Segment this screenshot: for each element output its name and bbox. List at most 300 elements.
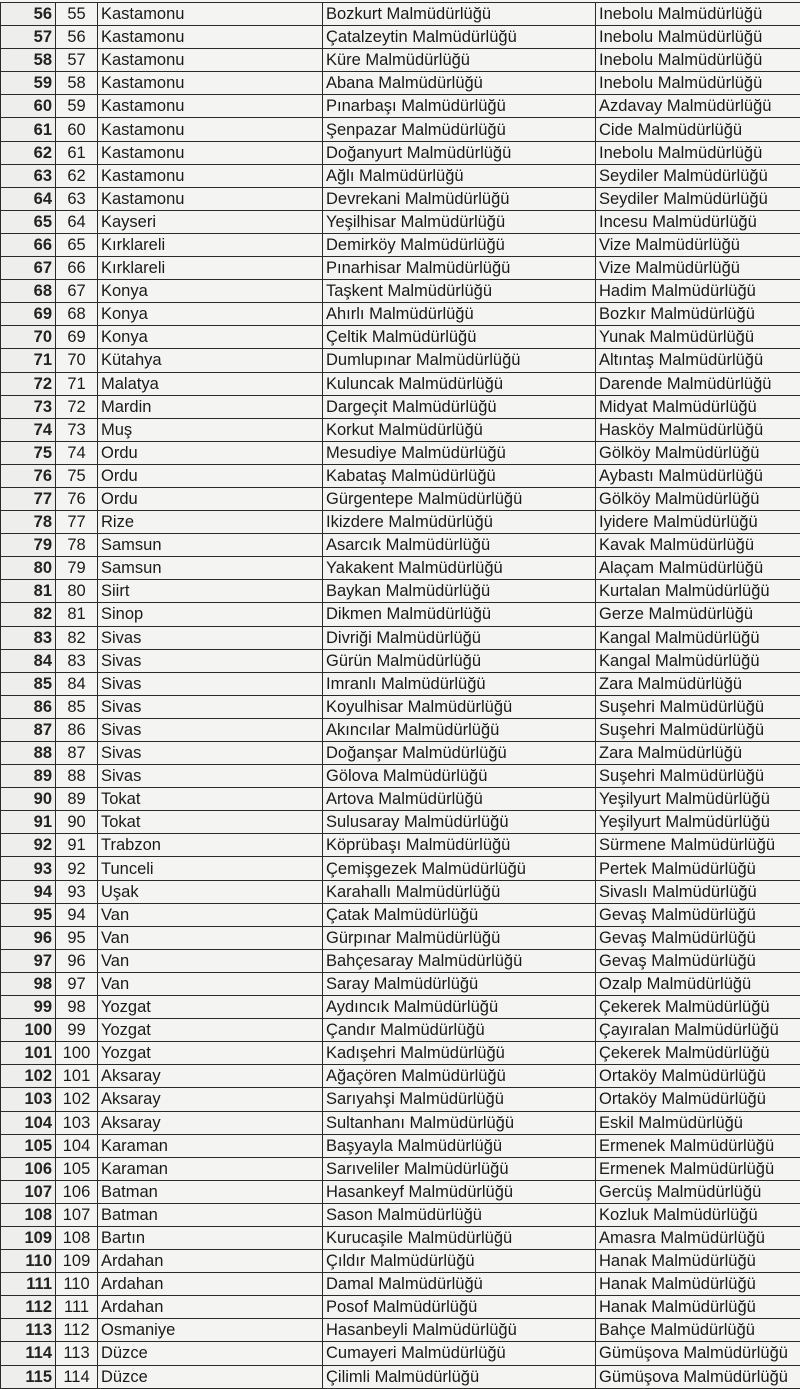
cell-target-office[interactable]: Inebolu Malmüdürlüğü [596,3,800,26]
cell-target-office[interactable]: Kozluk Malmüdürlüğü [596,1203,800,1226]
row-number[interactable]: 108 [1,1203,56,1226]
cell-province[interactable]: Yozgat [98,996,323,1019]
cell-sequence-no[interactable]: 72 [56,395,98,418]
cell-province[interactable]: Yozgat [98,1042,323,1065]
cell-source-office[interactable]: Çemişgezek Malmüdürlüğü [323,857,596,880]
cell-sequence-no[interactable]: 99 [56,1019,98,1042]
cell-target-office[interactable]: Ermenek Malmüdürlüğü [596,1134,800,1157]
cell-target-office[interactable]: Vize Malmüdürlüğü [596,257,800,280]
cell-sequence-no[interactable]: 103 [56,1111,98,1134]
cell-target-office[interactable]: Bahçe Malmüdürlüğü [596,1319,800,1342]
cell-source-office[interactable]: Şenpazar Malmüdürlüğü [323,118,596,141]
cell-province[interactable]: Kastamonu [98,164,323,187]
row-number[interactable]: 79 [1,534,56,557]
cell-target-office[interactable]: Kangal Malmüdürlüğü [596,649,800,672]
cell-sequence-no[interactable]: 112 [56,1319,98,1342]
row-number[interactable]: 66 [1,233,56,256]
row-number[interactable]: 98 [1,972,56,995]
cell-sequence-no[interactable]: 55 [56,3,98,26]
row-number[interactable]: 92 [1,834,56,857]
cell-sequence-no[interactable]: 81 [56,603,98,626]
row-number[interactable]: 89 [1,765,56,788]
cell-sequence-no[interactable]: 73 [56,418,98,441]
cell-source-office[interactable]: Doğanşar Malmüdürlüğü [323,742,596,765]
cell-sequence-no[interactable]: 94 [56,903,98,926]
cell-source-office[interactable]: Dikmen Malmüdürlüğü [323,603,596,626]
cell-sequence-no[interactable]: 93 [56,880,98,903]
row-number[interactable]: 57 [1,26,56,49]
cell-sequence-no[interactable]: 71 [56,372,98,395]
row-number[interactable]: 93 [1,857,56,880]
cell-target-office[interactable]: Inebolu Malmüdürlüğü [596,72,800,95]
row-number[interactable]: 99 [1,996,56,1019]
cell-target-office[interactable]: Ermenek Malmüdürlüğü [596,1157,800,1180]
cell-target-office[interactable]: Gevaş Malmüdürlüğü [596,949,800,972]
row-number[interactable]: 63 [1,164,56,187]
cell-sequence-no[interactable]: 89 [56,788,98,811]
cell-source-office[interactable]: Abana Malmüdürlüğü [323,72,596,95]
cell-sequence-no[interactable]: 59 [56,95,98,118]
cell-province[interactable]: Sivas [98,672,323,695]
cell-province[interactable]: Kastamonu [98,26,323,49]
row-number[interactable]: 76 [1,464,56,487]
cell-source-office[interactable]: Ağlı Malmüdürlüğü [323,164,596,187]
cell-source-office[interactable]: Koyulhisar Malmüdürlüğü [323,695,596,718]
row-number[interactable]: 112 [1,1296,56,1319]
cell-sequence-no[interactable]: 104 [56,1134,98,1157]
row-number[interactable]: 72 [1,372,56,395]
cell-source-office[interactable]: Imranlı Malmüdürlüğü [323,672,596,695]
row-number[interactable]: 109 [1,1226,56,1249]
cell-province[interactable]: Ordu [98,441,323,464]
cell-sequence-no[interactable]: 68 [56,303,98,326]
row-number[interactable]: 70 [1,326,56,349]
cell-target-office[interactable]: Çekerek Malmüdürlüğü [596,996,800,1019]
cell-province[interactable]: Malatya [98,372,323,395]
cell-province[interactable]: Batman [98,1203,323,1226]
cell-province[interactable]: Ordu [98,464,323,487]
cell-sequence-no[interactable]: 66 [56,257,98,280]
row-number[interactable]: 75 [1,441,56,464]
cell-source-office[interactable]: Başyayla Malmüdürlüğü [323,1134,596,1157]
cell-province[interactable]: Kastamonu [98,49,323,72]
cell-target-office[interactable]: Azdavay Malmüdürlüğü [596,95,800,118]
cell-sequence-no[interactable]: 82 [56,626,98,649]
cell-target-office[interactable]: Seydiler Malmüdürlüğü [596,164,800,187]
cell-source-office[interactable]: Mesudiye Malmüdürlüğü [323,441,596,464]
row-number[interactable]: 60 [1,95,56,118]
row-number[interactable]: 106 [1,1157,56,1180]
cell-source-office[interactable]: Çıldır Malmüdürlüğü [323,1250,596,1273]
cell-province[interactable]: Van [98,972,323,995]
cell-province[interactable]: Kırklareli [98,233,323,256]
cell-sequence-no[interactable]: 74 [56,441,98,464]
cell-target-office[interactable]: Sivaslı Malmüdürlüğü [596,880,800,903]
row-number[interactable]: 113 [1,1319,56,1342]
cell-target-office[interactable]: Gevaş Malmüdürlüğü [596,903,800,926]
cell-province[interactable]: Kastamonu [98,95,323,118]
cell-sequence-no[interactable]: 76 [56,487,98,510]
cell-sequence-no[interactable]: 79 [56,557,98,580]
row-number[interactable]: 94 [1,880,56,903]
row-number[interactable]: 62 [1,141,56,164]
cell-source-office[interactable]: Artova Malmüdürlüğü [323,788,596,811]
cell-target-office[interactable]: Midyat Malmüdürlüğü [596,395,800,418]
cell-target-office[interactable]: Eskil Malmüdürlüğü [596,1111,800,1134]
cell-sequence-no[interactable]: 78 [56,534,98,557]
cell-target-office[interactable]: Aybastı Malmüdürlüğü [596,464,800,487]
cell-target-office[interactable]: Kavak Malmüdürlüğü [596,534,800,557]
cell-source-office[interactable]: Gürgentepe Malmüdürlüğü [323,487,596,510]
cell-target-office[interactable]: Gümüşova Malmüdürlüğü [596,1365,800,1388]
cell-source-office[interactable]: Taşkent Malmüdürlüğü [323,280,596,303]
row-number[interactable]: 105 [1,1134,56,1157]
cell-province[interactable]: Aksaray [98,1065,323,1088]
cell-province[interactable]: Tokat [98,811,323,834]
cell-source-office[interactable]: Sultanhanı Malmüdürlüğü [323,1111,596,1134]
cell-province[interactable]: Kastamonu [98,141,323,164]
cell-target-office[interactable]: Gölköy Malmüdürlüğü [596,441,800,464]
row-number[interactable]: 95 [1,903,56,926]
cell-province[interactable]: Sivas [98,626,323,649]
row-number[interactable]: 78 [1,511,56,534]
cell-province[interactable]: Karaman [98,1134,323,1157]
cell-source-office[interactable]: Küre Malmüdürlüğü [323,49,596,72]
cell-target-office[interactable]: Inebolu Malmüdürlüğü [596,26,800,49]
row-number[interactable]: 56 [1,3,56,26]
cell-sequence-no[interactable]: 56 [56,26,98,49]
cell-province[interactable]: Tokat [98,788,323,811]
cell-target-office[interactable]: Inebolu Malmüdürlüğü [596,49,800,72]
cell-source-office[interactable]: Çatalzeytin Malmüdürlüğü [323,26,596,49]
cell-target-office[interactable]: Ortaköy Malmüdürlüğü [596,1065,800,1088]
cell-target-office[interactable]: Altıntaş Malmüdürlüğü [596,349,800,372]
cell-source-office[interactable]: Sason Malmüdürlüğü [323,1203,596,1226]
row-number[interactable]: 59 [1,72,56,95]
cell-sequence-no[interactable]: 113 [56,1342,98,1365]
cell-target-office[interactable]: Çekerek Malmüdürlüğü [596,1042,800,1065]
cell-province[interactable]: Tunceli [98,857,323,880]
cell-source-office[interactable]: Hasanbeyli Malmüdürlüğü [323,1319,596,1342]
row-number[interactable]: 86 [1,695,56,718]
cell-sequence-no[interactable]: 108 [56,1226,98,1249]
cell-source-office[interactable]: Cumayeri Malmüdürlüğü [323,1342,596,1365]
cell-source-office[interactable]: Asarcık Malmüdürlüğü [323,534,596,557]
cell-sequence-no[interactable]: 114 [56,1365,98,1388]
cell-province[interactable]: Ardahan [98,1296,323,1319]
cell-sequence-no[interactable]: 88 [56,765,98,788]
cell-target-office[interactable]: Kurtalan Malmüdürlüğü [596,580,800,603]
cell-province[interactable]: Kastamonu [98,118,323,141]
cell-source-office[interactable]: Dargeçit Malmüdürlüğü [323,395,596,418]
cell-sequence-no[interactable]: 57 [56,49,98,72]
cell-target-office[interactable]: Gümüşova Malmüdürlüğü [596,1342,800,1365]
cell-sequence-no[interactable]: 69 [56,326,98,349]
cell-source-office[interactable]: Baykan Malmüdürlüğü [323,580,596,603]
row-number[interactable]: 77 [1,487,56,510]
row-number[interactable]: 73 [1,395,56,418]
cell-source-office[interactable]: Gürün Malmüdürlüğü [323,649,596,672]
cell-sequence-no[interactable]: 75 [56,464,98,487]
cell-target-office[interactable]: Zara Malmüdürlüğü [596,672,800,695]
cell-province[interactable]: Van [98,949,323,972]
cell-target-office[interactable]: Hanak Malmüdürlüğü [596,1273,800,1296]
cell-sequence-no[interactable]: 58 [56,72,98,95]
cell-province[interactable]: Aksaray [98,1088,323,1111]
cell-sequence-no[interactable]: 100 [56,1042,98,1065]
cell-source-office[interactable]: Bozkurt Malmüdürlüğü [323,3,596,26]
cell-source-office[interactable]: Akıncılar Malmüdürlüğü [323,718,596,741]
row-number[interactable]: 115 [1,1365,56,1388]
row-number[interactable]: 82 [1,603,56,626]
cell-source-office[interactable]: Sulusaray Malmüdürlüğü [323,811,596,834]
cell-province[interactable]: Kütahya [98,349,323,372]
cell-province[interactable]: Sinop [98,603,323,626]
cell-target-office[interactable]: Vize Malmüdürlüğü [596,233,800,256]
cell-source-office[interactable]: Karahallı Malmüdürlüğü [323,880,596,903]
cell-source-office[interactable]: Çatak Malmüdürlüğü [323,903,596,926]
cell-source-office[interactable]: Devrekani Malmüdürlüğü [323,187,596,210]
row-number[interactable]: 83 [1,626,56,649]
cell-target-office[interactable]: Hadim Malmüdürlüğü [596,280,800,303]
cell-province[interactable]: Sivas [98,649,323,672]
cell-source-office[interactable]: Aydıncık Malmüdürlüğü [323,996,596,1019]
cell-sequence-no[interactable]: 62 [56,164,98,187]
cell-source-office[interactable]: Kabataş Malmüdürlüğü [323,464,596,487]
cell-target-office[interactable]: Seydiler Malmüdürlüğü [596,187,800,210]
cell-sequence-no[interactable]: 92 [56,857,98,880]
cell-sequence-no[interactable]: 60 [56,118,98,141]
cell-province[interactable]: Kastamonu [98,3,323,26]
cell-province[interactable]: Van [98,903,323,926]
cell-sequence-no[interactable]: 106 [56,1180,98,1203]
cell-sequence-no[interactable]: 101 [56,1065,98,1088]
cell-source-office[interactable]: Yeşilhisar Malmüdürlüğü [323,210,596,233]
cell-target-office[interactable]: Gerze Malmüdürlüğü [596,603,800,626]
cell-province[interactable]: Konya [98,326,323,349]
cell-target-office[interactable]: Zara Malmüdürlüğü [596,742,800,765]
cell-province[interactable]: Sivas [98,718,323,741]
row-number[interactable]: 103 [1,1088,56,1111]
cell-target-office[interactable]: Incesu Malmüdürlüğü [596,210,800,233]
cell-source-office[interactable]: Sarıveliler Malmüdürlüğü [323,1157,596,1180]
cell-target-office[interactable]: Hasköy Malmüdürlüğü [596,418,800,441]
cell-target-office[interactable]: Gölköy Malmüdürlüğü [596,487,800,510]
cell-sequence-no[interactable]: 96 [56,949,98,972]
cell-sequence-no[interactable]: 90 [56,811,98,834]
cell-province[interactable]: Sivas [98,765,323,788]
row-number[interactable]: 101 [1,1042,56,1065]
cell-sequence-no[interactable]: 97 [56,972,98,995]
cell-province[interactable]: Mardin [98,395,323,418]
row-number[interactable]: 65 [1,210,56,233]
row-number[interactable]: 114 [1,1342,56,1365]
cell-source-office[interactable]: Sarıyahşi Malmüdürlüğü [323,1088,596,1111]
cell-province[interactable]: Konya [98,280,323,303]
cell-sequence-no[interactable]: 105 [56,1157,98,1180]
cell-target-office[interactable]: Ortaköy Malmüdürlüğü [596,1088,800,1111]
cell-sequence-no[interactable]: 107 [56,1203,98,1226]
cell-sequence-no[interactable]: 86 [56,718,98,741]
cell-source-office[interactable]: Pınarbaşı Malmüdürlüğü [323,95,596,118]
row-number[interactable]: 90 [1,788,56,811]
cell-source-office[interactable]: Pınarhisar Malmüdürlüğü [323,257,596,280]
cell-target-office[interactable]: Suşehri Malmüdürlüğü [596,695,800,718]
cell-target-office[interactable]: Hanak Malmüdürlüğü [596,1296,800,1319]
cell-sequence-no[interactable]: 95 [56,926,98,949]
cell-source-office[interactable]: Kuluncak Malmüdürlüğü [323,372,596,395]
row-number[interactable]: 110 [1,1250,56,1273]
cell-sequence-no[interactable]: 83 [56,649,98,672]
cell-source-office[interactable]: Gölova Malmüdürlüğü [323,765,596,788]
cell-target-office[interactable]: Sürmene Malmüdürlüğü [596,834,800,857]
cell-province[interactable]: Samsun [98,534,323,557]
cell-source-office[interactable]: Saray Malmüdürlüğü [323,972,596,995]
cell-province[interactable]: Rize [98,511,323,534]
cell-source-office[interactable]: Çilimli Malmüdürlüğü [323,1365,596,1388]
row-number[interactable]: 71 [1,349,56,372]
cell-sequence-no[interactable]: 111 [56,1296,98,1319]
cell-target-office[interactable]: Yeşilyurt Malmüdürlüğü [596,811,800,834]
cell-target-office[interactable]: Gevaş Malmüdürlüğü [596,926,800,949]
row-number[interactable]: 74 [1,418,56,441]
cell-sequence-no[interactable]: 84 [56,672,98,695]
cell-target-office[interactable]: Yeşilyurt Malmüdürlüğü [596,788,800,811]
row-number[interactable]: 68 [1,280,56,303]
cell-target-office[interactable]: Darende Malmüdürlüğü [596,372,800,395]
cell-province[interactable]: Sivas [98,742,323,765]
cell-province[interactable]: Düzce [98,1342,323,1365]
cell-source-office[interactable]: Demirköy Malmüdürlüğü [323,233,596,256]
cell-source-office[interactable]: Gürpınar Malmüdürlüğü [323,926,596,949]
row-number[interactable]: 69 [1,303,56,326]
cell-sequence-no[interactable]: 70 [56,349,98,372]
cell-sequence-no[interactable]: 63 [56,187,98,210]
cell-target-office[interactable]: Hanak Malmüdürlüğü [596,1250,800,1273]
cell-province[interactable]: Ordu [98,487,323,510]
cell-province[interactable]: Trabzon [98,834,323,857]
cell-sequence-no[interactable]: 91 [56,834,98,857]
cell-sequence-no[interactable]: 102 [56,1088,98,1111]
row-number[interactable]: 96 [1,926,56,949]
row-number[interactable]: 85 [1,672,56,695]
cell-source-office[interactable]: Ağaçören Malmüdürlüğü [323,1065,596,1088]
row-number[interactable]: 102 [1,1065,56,1088]
cell-target-office[interactable]: Amasra Malmüdürlüğü [596,1226,800,1249]
row-number[interactable]: 64 [1,187,56,210]
cell-province[interactable]: Ardahan [98,1273,323,1296]
cell-province[interactable]: Düzce [98,1365,323,1388]
cell-province[interactable]: Siirt [98,580,323,603]
cell-sequence-no[interactable]: 65 [56,233,98,256]
row-number[interactable]: 84 [1,649,56,672]
cell-province[interactable]: Karaman [98,1157,323,1180]
cell-province[interactable]: Aksaray [98,1111,323,1134]
cell-province[interactable]: Batman [98,1180,323,1203]
row-number[interactable]: 81 [1,580,56,603]
cell-sequence-no[interactable]: 61 [56,141,98,164]
row-number[interactable]: 87 [1,718,56,741]
cell-source-office[interactable]: Posof Malmüdürlüğü [323,1296,596,1319]
row-number[interactable]: 58 [1,49,56,72]
cell-sequence-no[interactable]: 110 [56,1273,98,1296]
cell-target-office[interactable]: Kangal Malmüdürlüğü [596,626,800,649]
cell-target-office[interactable]: Iyidere Malmüdürlüğü [596,511,800,534]
cell-source-office[interactable]: Doğanyurt Malmüdürlüğü [323,141,596,164]
cell-source-office[interactable]: Çandır Malmüdürlüğü [323,1019,596,1042]
cell-sequence-no[interactable]: 67 [56,280,98,303]
row-number[interactable]: 67 [1,257,56,280]
cell-target-office[interactable]: Pertek Malmüdürlüğü [596,857,800,880]
row-number[interactable]: 111 [1,1273,56,1296]
cell-province[interactable]: Osmaniye [98,1319,323,1342]
cell-source-office[interactable]: Hasankeyf Malmüdürlüğü [323,1180,596,1203]
cell-province[interactable]: Kayseri [98,210,323,233]
cell-target-office[interactable]: Suşehri Malmüdürlüğü [596,765,800,788]
cell-province[interactable]: Yozgat [98,1019,323,1042]
cell-province[interactable]: Ardahan [98,1250,323,1273]
cell-sequence-no[interactable]: 85 [56,695,98,718]
cell-sequence-no[interactable]: 64 [56,210,98,233]
cell-province[interactable]: Kırklareli [98,257,323,280]
cell-province[interactable]: Van [98,926,323,949]
cell-province[interactable]: Uşak [98,880,323,903]
row-number[interactable]: 91 [1,811,56,834]
cell-target-office[interactable]: Çayıralan Malmüdürlüğü [596,1019,800,1042]
row-number[interactable]: 61 [1,118,56,141]
cell-source-office[interactable]: Kadışehri Malmüdürlüğü [323,1042,596,1065]
cell-province[interactable]: Bartın [98,1226,323,1249]
cell-sequence-no[interactable]: 80 [56,580,98,603]
cell-sequence-no[interactable]: 109 [56,1250,98,1273]
cell-source-office[interactable]: Köprübaşı Malmüdürlüğü [323,834,596,857]
cell-target-office[interactable]: Suşehri Malmüdürlüğü [596,718,800,741]
row-number[interactable]: 107 [1,1180,56,1203]
cell-source-office[interactable]: Çeltik Malmüdürlüğü [323,326,596,349]
cell-source-office[interactable]: Damal Malmüdürlüğü [323,1273,596,1296]
cell-source-office[interactable]: Kurucaşile Malmüdürlüğü [323,1226,596,1249]
cell-province[interactable]: Konya [98,303,323,326]
cell-target-office[interactable]: Bozkır Malmüdürlüğü [596,303,800,326]
cell-source-office[interactable]: Bahçesaray Malmüdürlüğü [323,949,596,972]
cell-province[interactable]: Muş [98,418,323,441]
cell-target-office[interactable]: Gercüş Malmüdürlüğü [596,1180,800,1203]
cell-source-office[interactable]: Yakakent Malmüdürlüğü [323,557,596,580]
cell-source-office[interactable]: Dumlupınar Malmüdürlüğü [323,349,596,372]
cell-sequence-no[interactable]: 87 [56,742,98,765]
cell-province[interactable]: Kastamonu [98,187,323,210]
row-number[interactable]: 88 [1,742,56,765]
cell-target-office[interactable]: Ozalp Malmüdürlüğü [596,972,800,995]
cell-target-office[interactable]: Cide Malmüdürlüğü [596,118,800,141]
cell-target-office[interactable]: Alaçam Malmüdürlüğü [596,557,800,580]
cell-province[interactable]: Kastamonu [98,72,323,95]
cell-source-office[interactable]: Korkut Malmüdürlüğü [323,418,596,441]
cell-target-office[interactable]: Yunak Malmüdürlüğü [596,326,800,349]
cell-sequence-no[interactable]: 98 [56,996,98,1019]
cell-source-office[interactable]: Ikizdere Malmüdürlüğü [323,511,596,534]
cell-source-office[interactable]: Ahırlı Malmüdürlüğü [323,303,596,326]
row-number[interactable]: 100 [1,1019,56,1042]
row-number[interactable]: 97 [1,949,56,972]
cell-province[interactable]: Sivas [98,695,323,718]
cell-sequence-no[interactable]: 77 [56,511,98,534]
cell-source-office[interactable]: Divriği Malmüdürlüğü [323,626,596,649]
cell-target-office[interactable]: Inebolu Malmüdürlüğü [596,141,800,164]
cell-province[interactable]: Samsun [98,557,323,580]
row-number[interactable]: 104 [1,1111,56,1134]
row-number[interactable]: 80 [1,557,56,580]
